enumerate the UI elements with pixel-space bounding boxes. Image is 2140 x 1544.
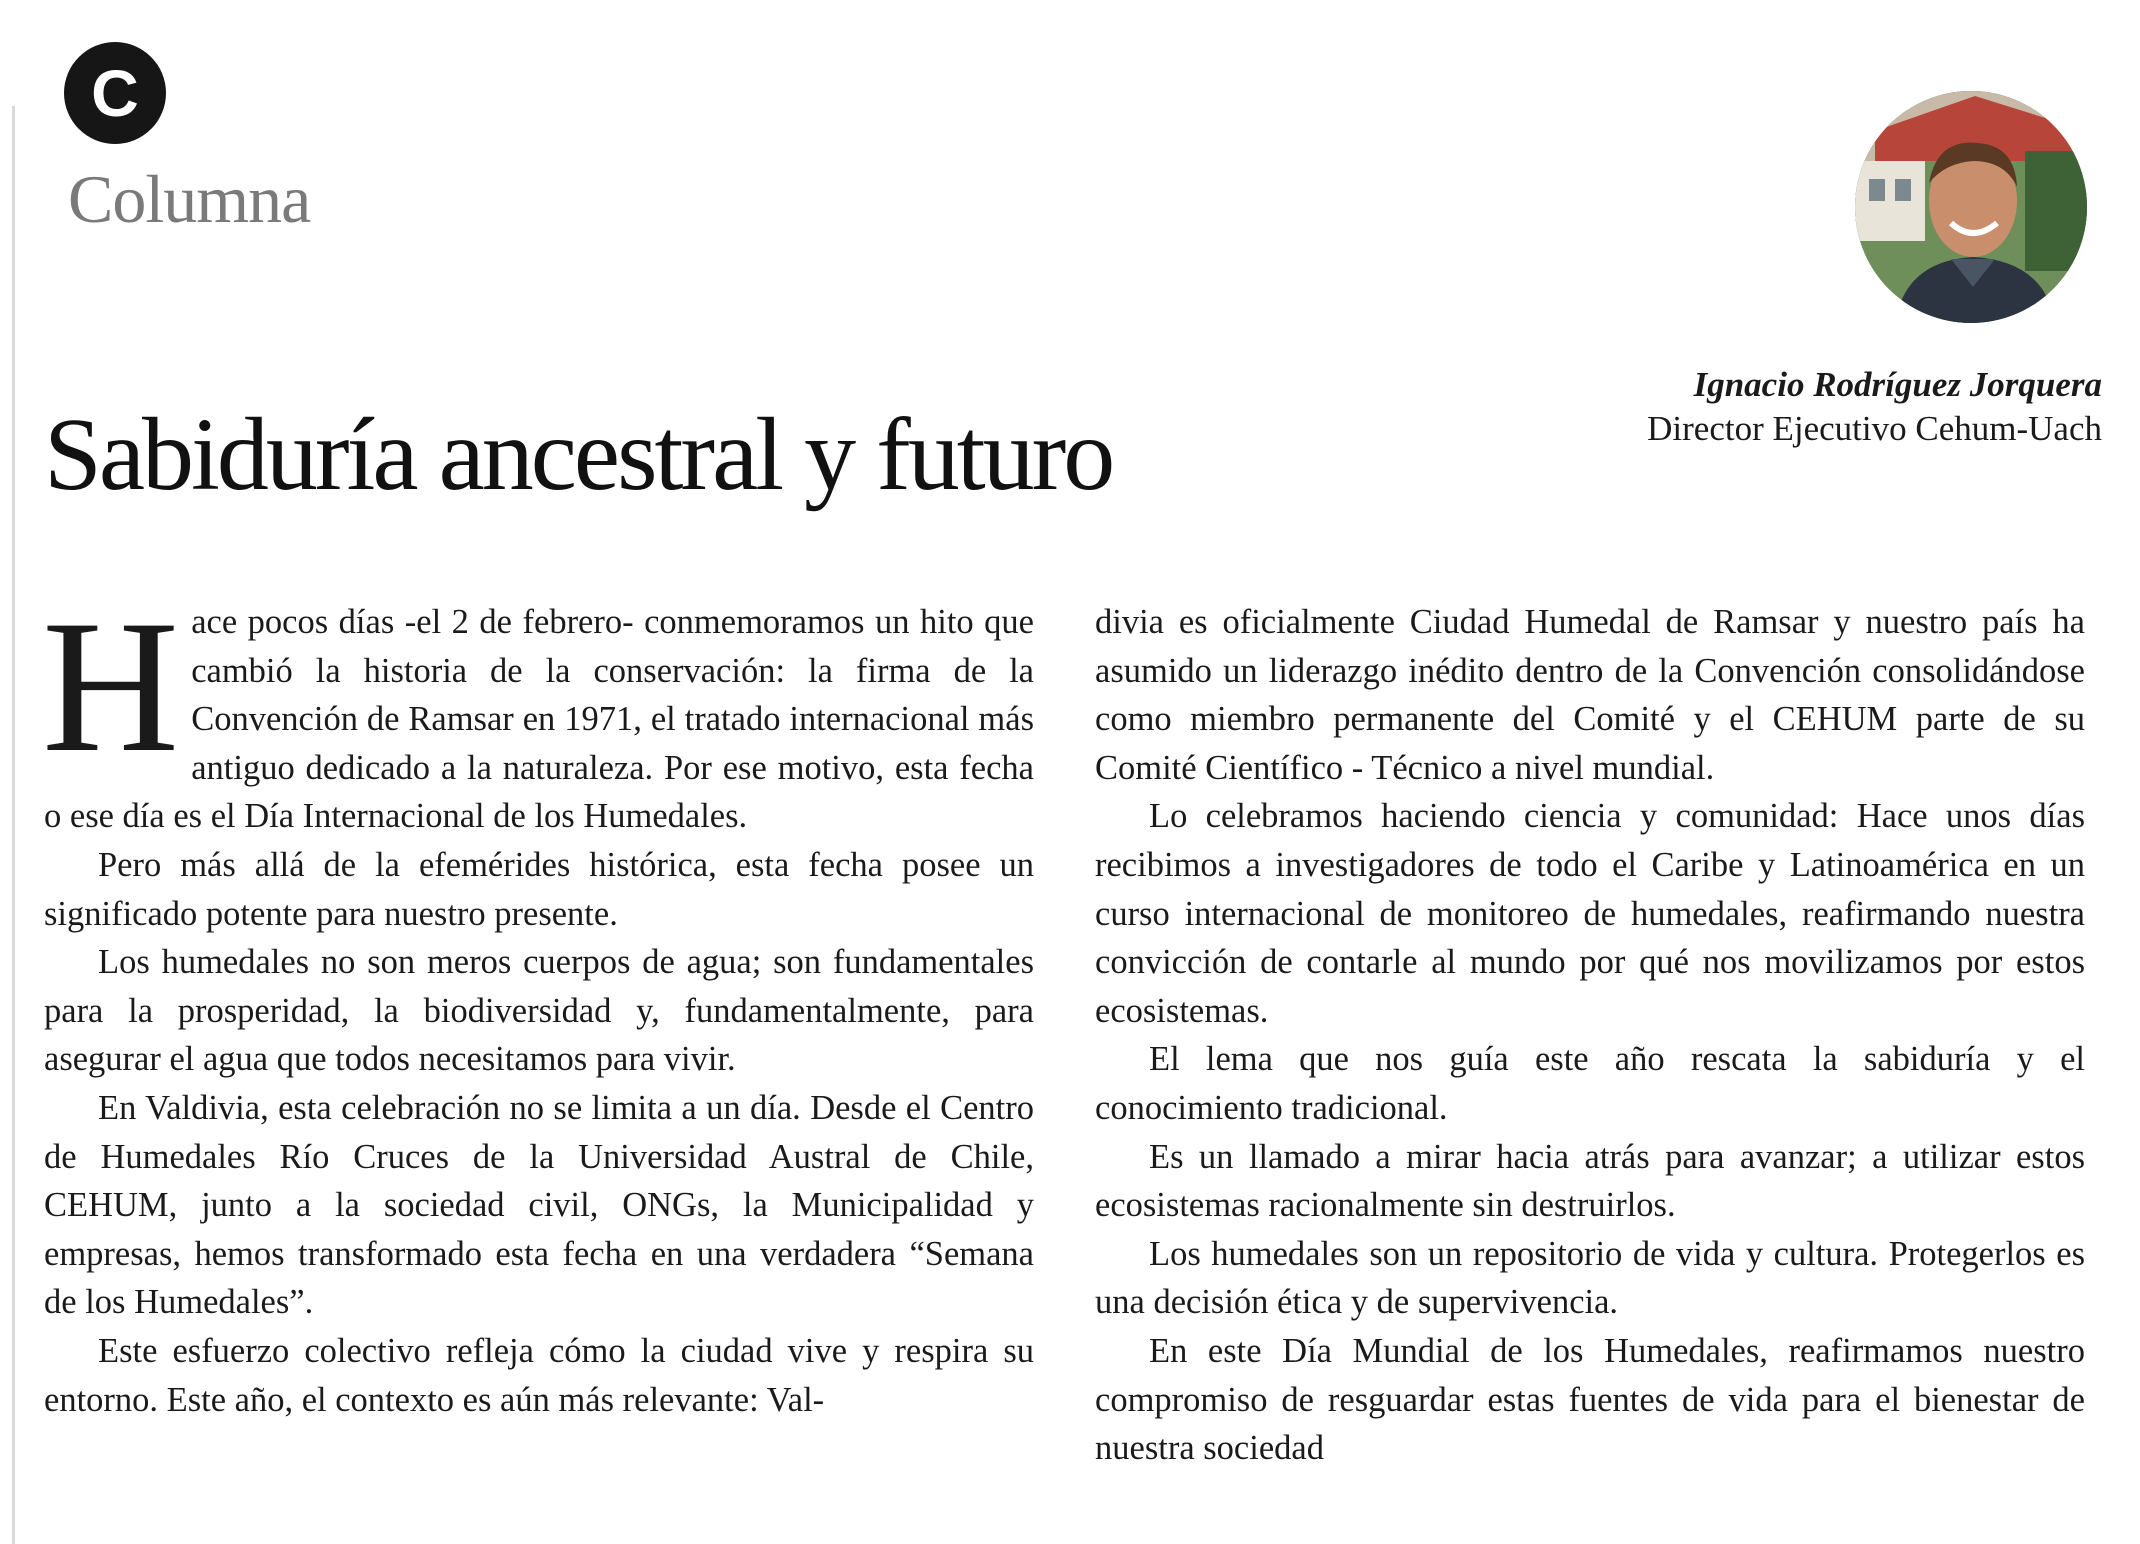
article-column-left — [42, 582, 1034, 1424]
paragraph: En este Día Mundial de los Humedales, reafirmamos nuestro compromiso de resguardar estas fuentes de vida para el bienestar de nuestra sociedad — [1095, 1331, 2085, 1468]
paragraph: Pero más allá de la efemérides histórica, esta fecha posee un significado potente para nuestro presente. — [44, 845, 1034, 933]
section-label: Columna — [68, 161, 311, 237]
margin-rule — [12, 106, 15, 1544]
paragraph: Los humedales no son meros cuerpos de agua; son fundamentales para la prosperidad, la biodiversidad y, fundamentalmente, para asegurar el agua que todos necesitamos para vivir. — [44, 943, 1034, 1079]
drop-cap: H — [42, 582, 180, 792]
paragraph: Los humedales son un repositorio de vida y cultura. Protegerlos es una decisión ética y de supervivencia. — [1095, 1234, 2085, 1322]
author-role: Director Ejecutivo Cehum-Uach — [1647, 409, 2102, 448]
paragraph-text: ace pocos días -el 2 de febrero- conmemoramos un hito que cambió la historia de la conservación: la firma de la Convención de Ramsar en 1971, el tratado internacional más antiguo dedicado a la naturaleza. Por ese motivo, esta fecha o ese día es el Día Internacional de los Humedales. — [44, 603, 1034, 836]
author-name: Ignacio Rodríguez Jorquera — [1693, 365, 2102, 404]
paragraph: divia es oficialmente Ciudad Humedal de Ramsar y nuestro país ha asumido un liderazgo inédito dentro de la Convención consolidándose como miembro permanente del Comité y el CEHUM parte de su Comité Científico - Técnico a nivel mundial. — [1095, 603, 2085, 787]
headline: Sabiduría ancestral y futuro — [44, 397, 1113, 512]
paragraph: En Valdivia, esta celebración no se limita a un día. Desde el Centro de Humedales Río Cruces de la Universidad Austral de Chile, CEHUM, junto a la sociedad civil, ONGs, la Municipalidad y empresas, hemos transformado esta fecha en una verdadera “Semana de los Humedales”. — [44, 1088, 1034, 1322]
section-badge-letter: C — [91, 56, 139, 130]
paragraph: Lo celebramos haciendo ciencia y comunidad: Hace unos días recibimos a investigadores de todo el Caribe y Latinoamérica en un curso internacional de monitoreo de humedales, reafirmando nuestra convicción de contarle al mundo por qué nos movilizamos por estos ecosistemas. — [1095, 797, 2085, 1030]
author-byline — [1647, 363, 2102, 451]
author-photo — [1855, 91, 2087, 323]
paragraph: Es un llamado a mirar hacia atrás para avanzar; a utilizar estos ecosistemas racionalmente sin destruirlos. — [1095, 1137, 2085, 1225]
section-badge — [64, 42, 166, 144]
paragraph: Este esfuerzo colectivo refleja cómo la ciudad vive y respira su entorno. Este año, el contexto es aún más relevante: Val- — [44, 1331, 1034, 1419]
paragraph — [42, 582, 1034, 841]
article-column-right — [1095, 598, 2085, 1473]
paragraph: El lema que nos guía este año rescata la sabiduría y el conocimiento tradicional. — [1095, 1040, 2085, 1127]
